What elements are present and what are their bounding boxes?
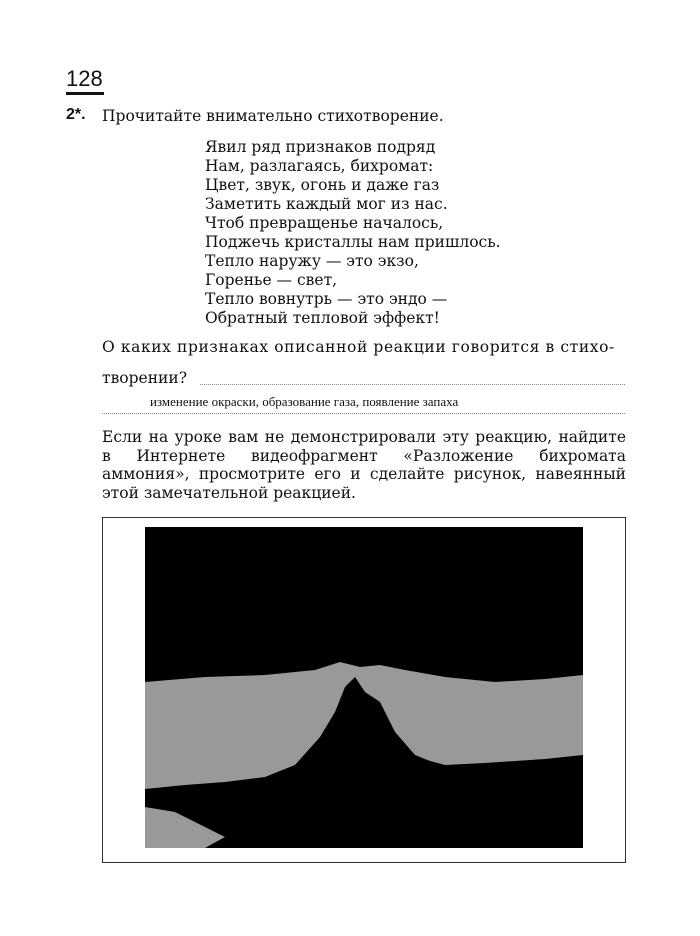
task-number: 2*. <box>66 106 86 123</box>
poem-line: Тепло наружу — это экзо, <box>205 252 419 270</box>
poem-line: Обратный тепловой эффект! <box>205 309 440 327</box>
answer-line <box>200 384 625 385</box>
page-number: 128 <box>66 66 103 91</box>
poem-line: Чтоб превращенье началось, <box>205 214 444 232</box>
instruction-paragraph: Если на уроке вам не демонстрировали эту реакцию, найдите в Интернете видеофрагмент «Разложение бихромата аммония», просмотрите его и сделайте рисунок, навеянный этой замечательной реакцией. <box>102 428 626 502</box>
poem-line: Цвет, звук, огонь и даже газ <box>205 176 440 194</box>
reaction-drawing <box>145 527 583 848</box>
poem-line: Заметить каждый мог из нас. <box>205 195 448 213</box>
page-number-underline <box>66 92 104 95</box>
poem-line: Горенье — свет, <box>205 271 338 289</box>
answer-line <box>102 413 625 414</box>
question-line: О каких признаках описанной реакции говорится в стихо- <box>102 338 615 356</box>
question-line: творении? <box>102 369 188 387</box>
poem-line: Явил ряд признаков подряд <box>205 138 436 156</box>
answer-text: изменение окраски, образование газа, появление запаха <box>150 394 459 409</box>
poem-line: Поджечь кристаллы нам пришлось. <box>205 233 501 251</box>
poem-line: Тепло вовнутрь — это эндо — <box>205 290 448 308</box>
poem-line: Нам, разлагаясь, бихромат: <box>205 157 434 175</box>
task-instruction: Прочитайте внимательно стихотворение. <box>102 107 444 125</box>
